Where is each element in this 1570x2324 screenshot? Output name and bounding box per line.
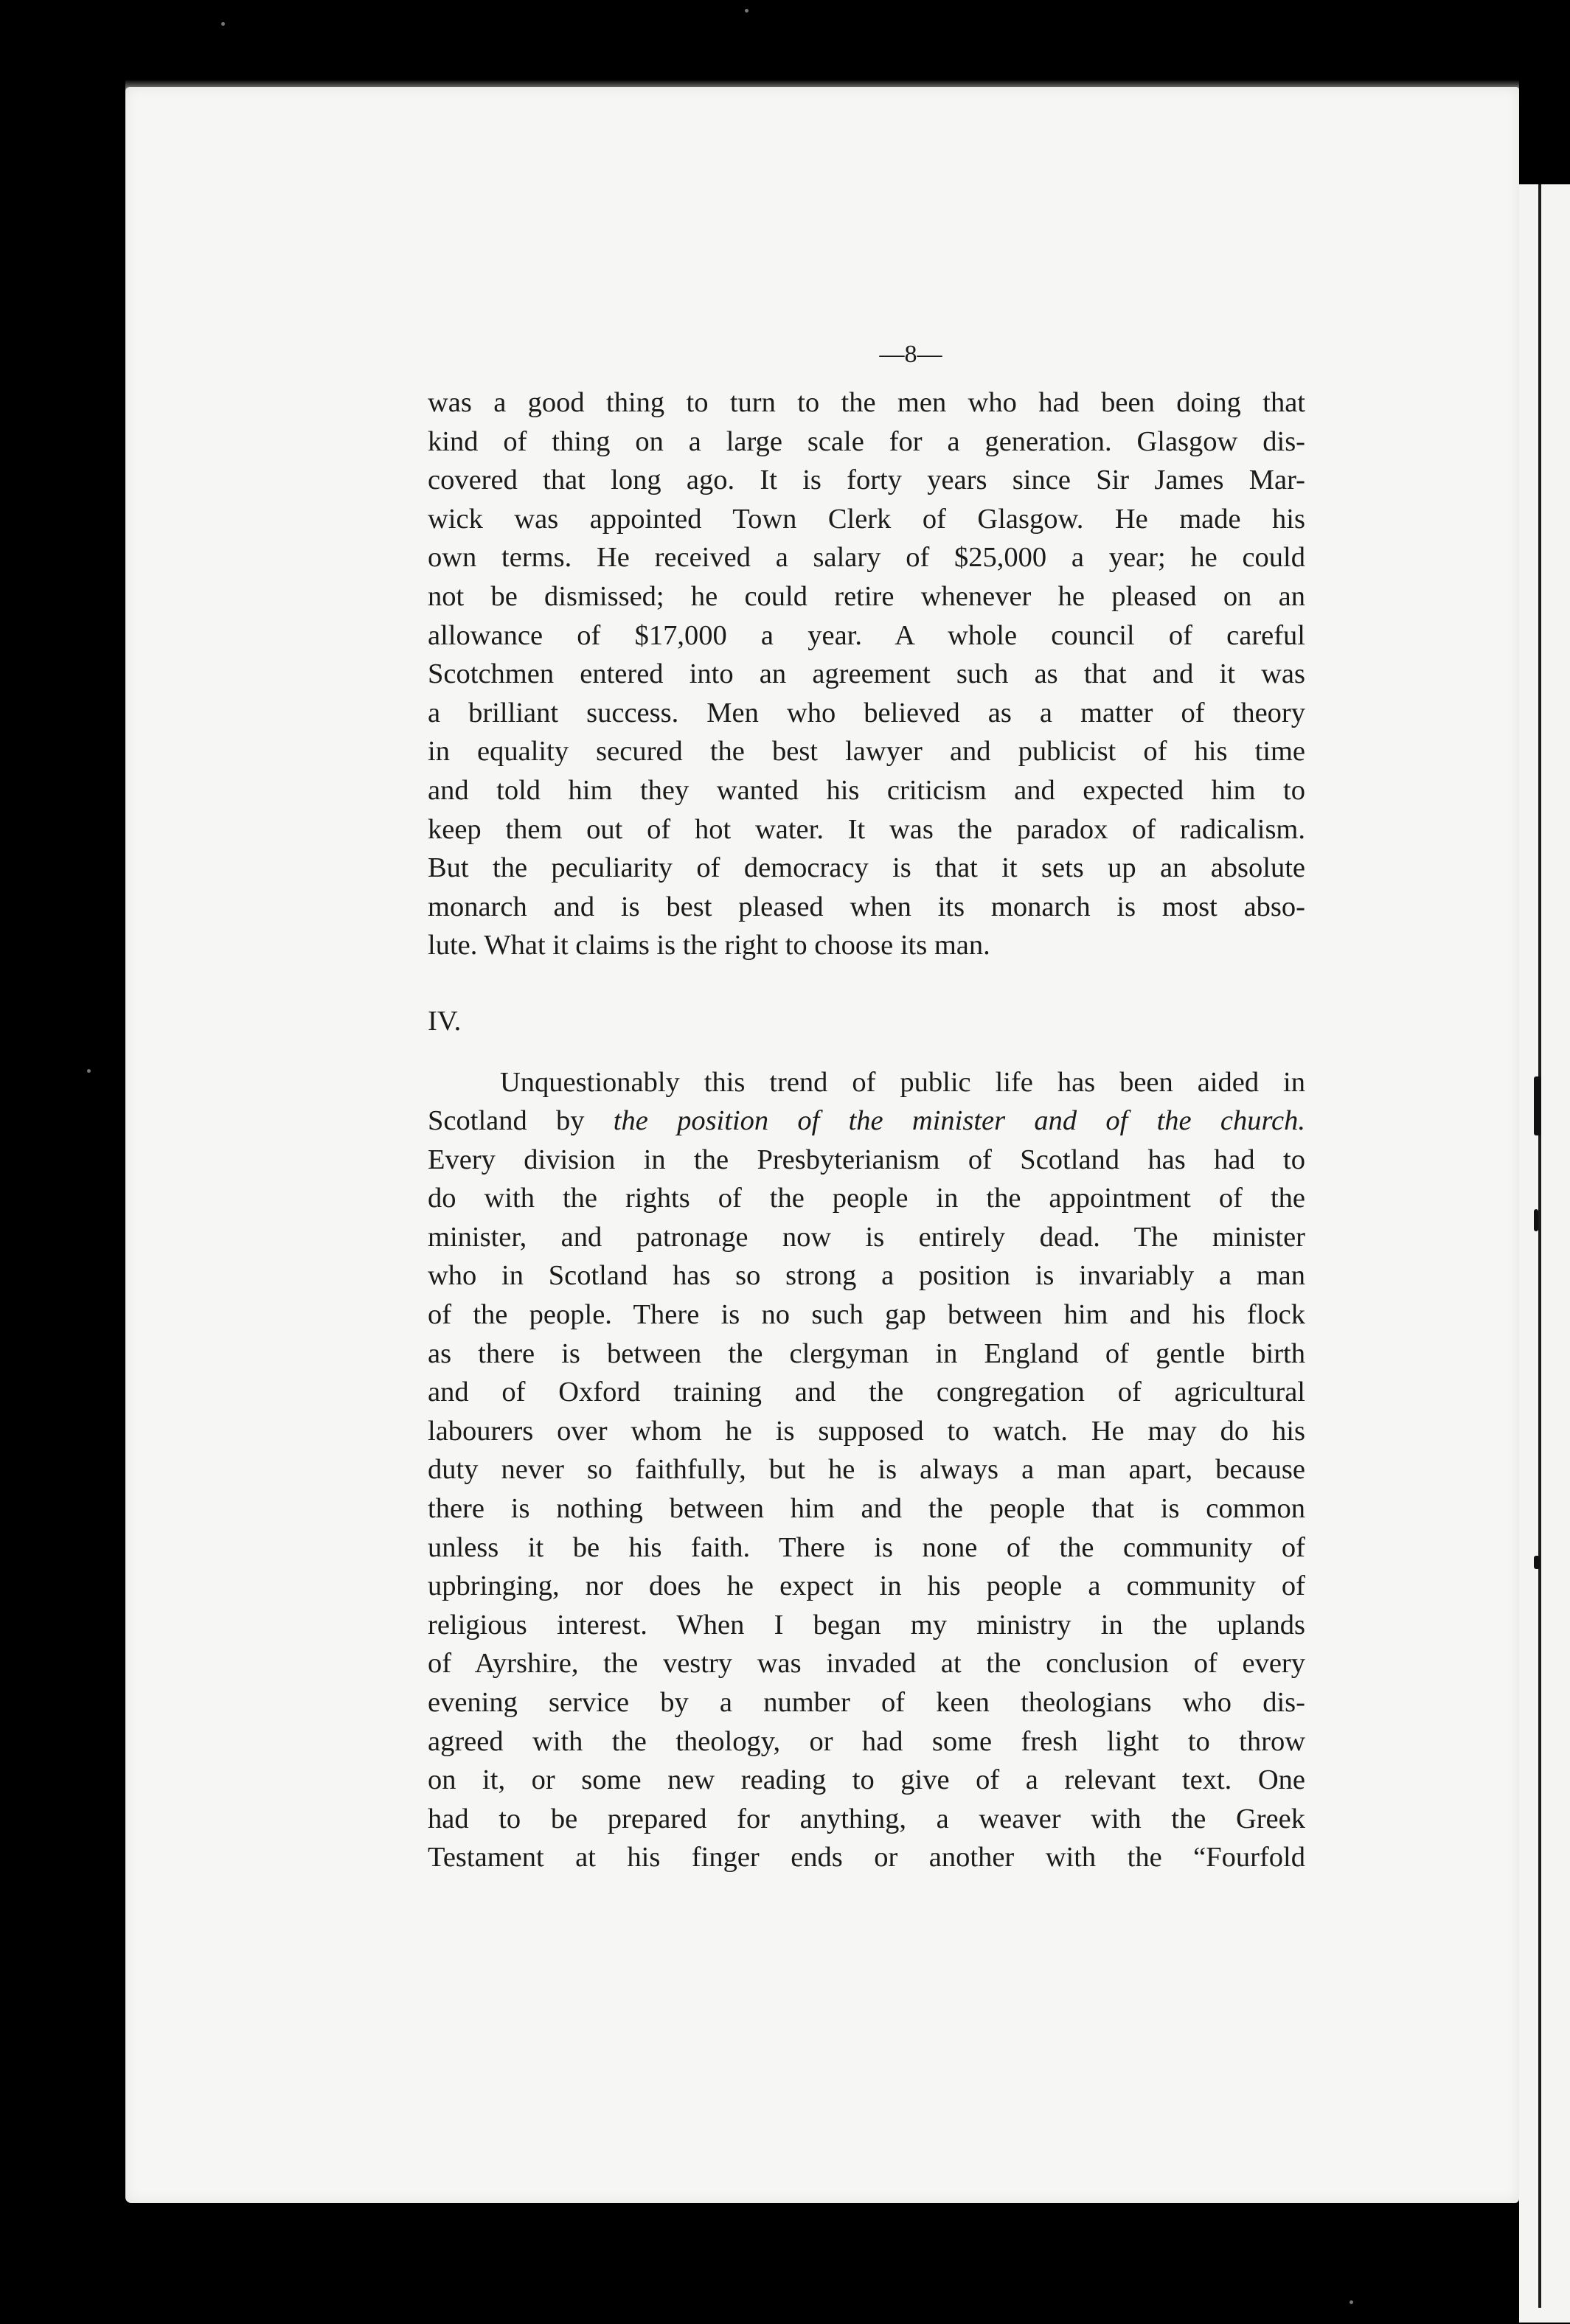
text-line: on it, or some new reading to give of a relevant text. One — [428, 1764, 1305, 1796]
text-line: religious interest. When I began my ministry in the uplands — [428, 1609, 1305, 1641]
section-heading: IV. — [428, 1005, 462, 1037]
text-line: unless it be his faith. There is none of the community of — [428, 1531, 1305, 1563]
text-line: labourers over whom he is supposed to watch. He may do his — [428, 1415, 1305, 1447]
text-line: and told him they wanted his criticism and expected him to — [428, 774, 1305, 806]
text-line: But the peculiarity of democracy is that it sets up an absolute — [428, 852, 1305, 884]
scan-speck — [221, 22, 225, 26]
text-line: allowance of $17,000 a year. A whole council of careful — [428, 619, 1305, 651]
text-line: not be dismissed; he could retire whenever he pleased on an — [428, 580, 1305, 612]
binding-mark — [1534, 1076, 1541, 1135]
text-line: keep them out of hot water. It was the paradox of radicalism. — [428, 813, 1305, 845]
text-line: upbringing, nor does he expect in his people a community of — [428, 1570, 1305, 1602]
text-run: Scotland by — [428, 1105, 614, 1137]
text-line: kind of thing on a large scale for a generation. Glasgow dis- — [428, 425, 1305, 457]
text-line: Testament at his finger ends or another with the “Fourfold — [428, 1842, 1305, 1874]
text-line: Scotchmen entered into an agreement such as that and it was — [428, 658, 1305, 690]
text-line: do with the rights of the people in the appointment of the — [428, 1183, 1305, 1214]
section-four-paragraph — [428, 1063, 1305, 1877]
italic-phrase: the position of the minister and of the church. — [613, 1105, 1305, 1137]
text-line: minister, and patronage now is entirely dead. The minister — [428, 1221, 1305, 1253]
text-line: evening service by a number of keen theologians who dis- — [428, 1687, 1305, 1718]
text-line: and of Oxford training and the congregation of agricultural — [428, 1377, 1305, 1408]
scan-speck — [1350, 2300, 1353, 2304]
adjacent-page-edge — [1519, 184, 1570, 2323]
text-line: covered that long ago. It is forty years since Sir James Mar- — [428, 465, 1305, 496]
text-line: was a good thing to turn to the men who had been doing that — [428, 387, 1305, 418]
binding-mark — [1534, 1556, 1540, 1569]
text-line: who in Scotland has so strong a position is invariably a man — [428, 1260, 1305, 1292]
paragraph-continuation — [428, 383, 1305, 965]
text-line: in equality secured the best lawyer and publicist of his time — [428, 736, 1305, 768]
text-line: had to be prepared for anything, a weaver with the Greek — [428, 1803, 1305, 1834]
text-line: own terms. He received a salary of $25,000 a year; he could — [428, 542, 1305, 574]
text-line: duty never so faithfully, but he is always a man apart, because — [428, 1454, 1305, 1486]
text-line: agreed with the theology, or had some fresh light to throw — [428, 1725, 1305, 1757]
text-line: of Ayrshire, the vestry was invaded at the conclusion of every — [428, 1648, 1305, 1680]
scan-speck — [87, 1069, 91, 1073]
text-line: of the people. There is no such gap between him and his flock — [428, 1299, 1305, 1331]
page-number: —8— — [879, 341, 942, 368]
text-line: Unquestionably this trend of public life has been aided in — [500, 1066, 1305, 1098]
text-line: a brilliant success. Men who believed as a matter of theory — [428, 697, 1305, 728]
body-text — [428, 383, 1305, 1877]
text-line: as there is between the clergyman in England of gentle birth — [428, 1337, 1305, 1369]
text-line: there is nothing between him and the people that is common — [428, 1493, 1305, 1525]
text-line: wick was appointed Town Clerk of Glasgow. He made his — [428, 503, 1305, 535]
binding-mark — [1534, 1209, 1538, 1231]
scan-speck — [745, 9, 748, 13]
text-line: monarch and is best pleased when its monarch is most abso- — [428, 891, 1305, 922]
text-line — [428, 1102, 1305, 1141]
text-line: lute. What it claims is the right to choose its man. — [428, 930, 990, 961]
binding-line — [1538, 184, 1541, 2308]
text-line: Every division in the Presbyterianism of Scotland has had to — [428, 1144, 1305, 1175]
